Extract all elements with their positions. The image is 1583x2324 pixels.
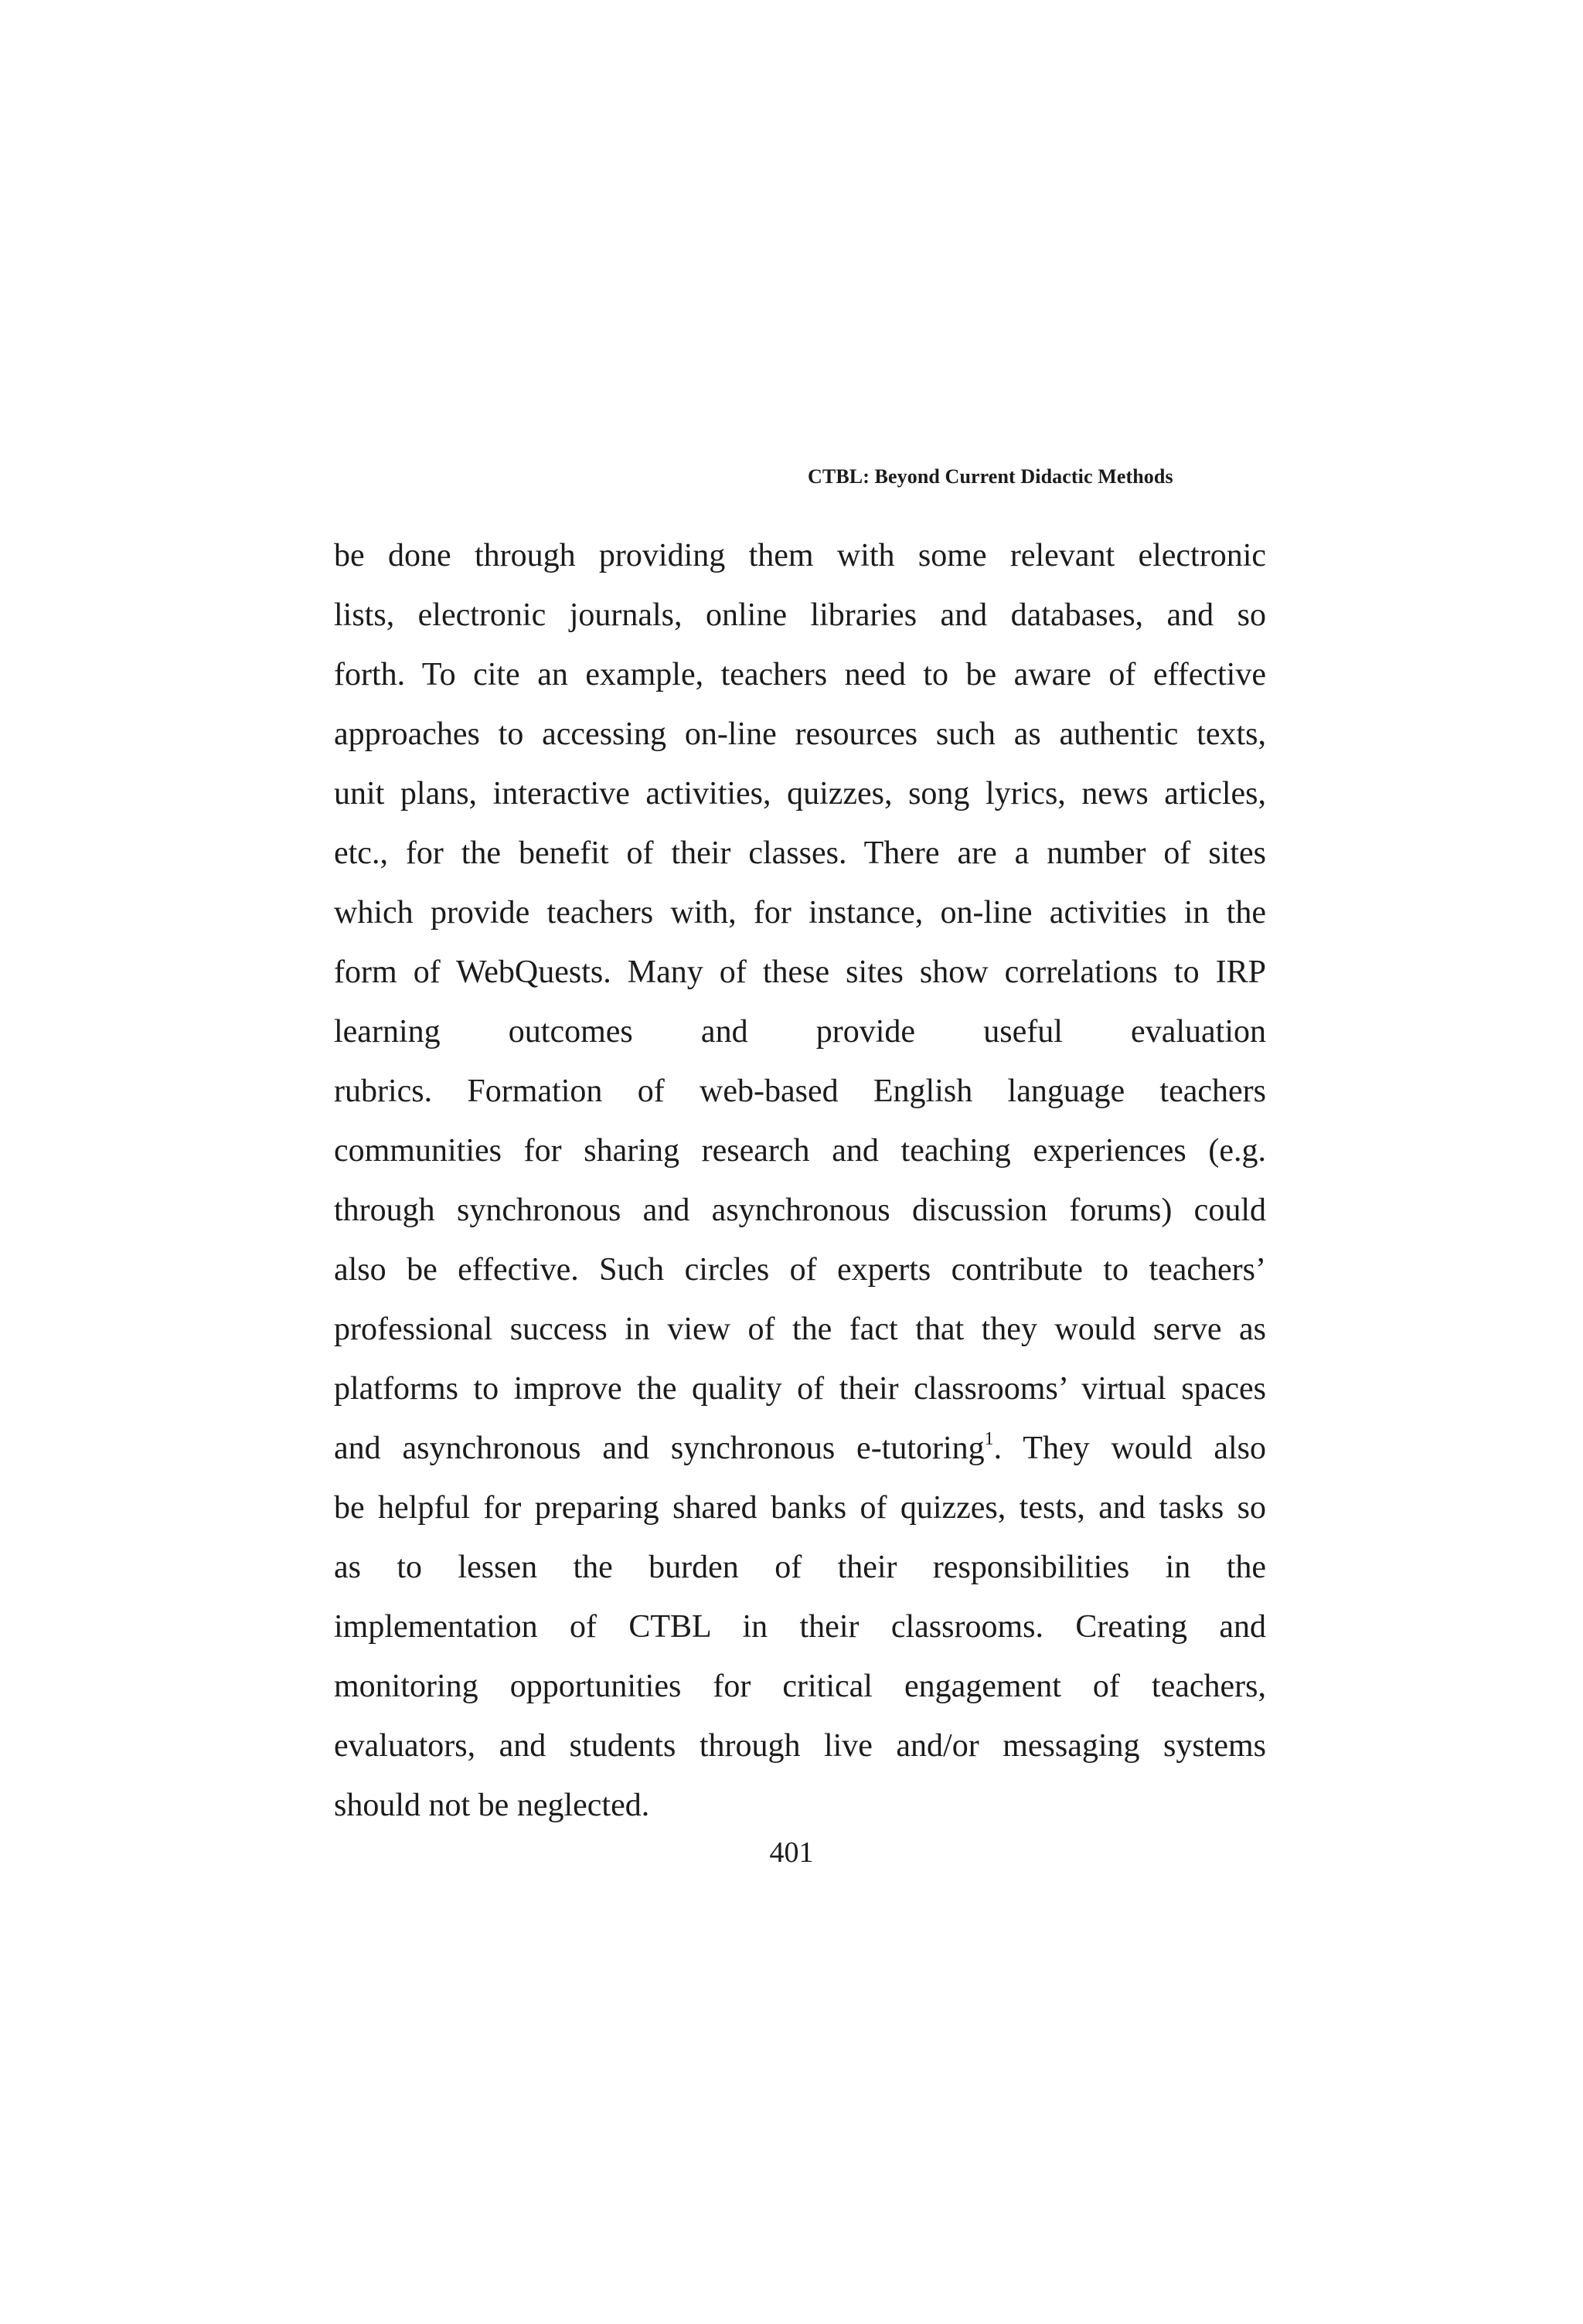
text-line: lists, electronic journals, online libraries and databases, and so	[334, 597, 1266, 633]
text-line: form of WebQuests. Many of these sites show correlations to IRP	[334, 954, 1266, 990]
running-header: CTBL: Beyond Current Didactic Methods	[808, 465, 1173, 488]
text-line: through synchronous and asynchronous discussion forums) could	[334, 1193, 1266, 1228]
text-line: also be effective. Such circles of experts contribute to teachers’	[334, 1252, 1266, 1288]
text-line: which provide teachers with, for instance, on-line activities in the	[334, 895, 1266, 931]
text-line: unit plans, interactive activities, quizzes, song lyrics, news articles,	[334, 776, 1266, 812]
text-line: be helpful for preparing shared banks of quizzes, tests, and tasks so	[334, 1490, 1266, 1526]
text-line: approaches to accessing on-line resources such as authentic texts,	[334, 716, 1266, 752]
text-line-with-footnote	[334, 1423, 1266, 1482]
page-number: 401	[769, 1836, 814, 1869]
text-line: as to lessen the burden of their responsibilities in the	[334, 1550, 1266, 1585]
text-line: forth. To cite an example, teachers need to be aware of effective	[334, 657, 1266, 692]
text-segment: and asynchronous and synchronous e-tutoring	[334, 1431, 985, 1466]
body-paragraph	[334, 530, 1266, 1839]
text-line: professional success in view of the fact that they would serve as	[334, 1312, 1266, 1347]
text-line: learning outcomes and provide useful evaluation	[334, 1014, 1266, 1050]
text-line: platforms to improve the quality of their classrooms’ virtual spaces	[334, 1371, 1266, 1407]
text-line: etc., for the benefit of their classes. There are a number of sites	[334, 835, 1266, 871]
text-line: should not be neglected.	[334, 1788, 650, 1823]
text-line: implementation of CTBL in their classrooms. Creating and	[334, 1609, 1266, 1645]
text-segment: . They would also	[993, 1431, 1266, 1466]
text-line: evaluators, and students through live and/or messaging systems	[334, 1728, 1266, 1764]
text-line: monitoring opportunities for critical engagement of teachers,	[334, 1669, 1266, 1704]
text-line: communities for sharing research and teaching experiences (e.g.	[334, 1133, 1266, 1169]
text-line: rubrics. Formation of web-based English language teachers	[334, 1074, 1266, 1109]
text-line: be done through providing them with some relevant electronic	[334, 538, 1266, 573]
footnote-marker[interactable]: 1	[984, 1429, 994, 1449]
